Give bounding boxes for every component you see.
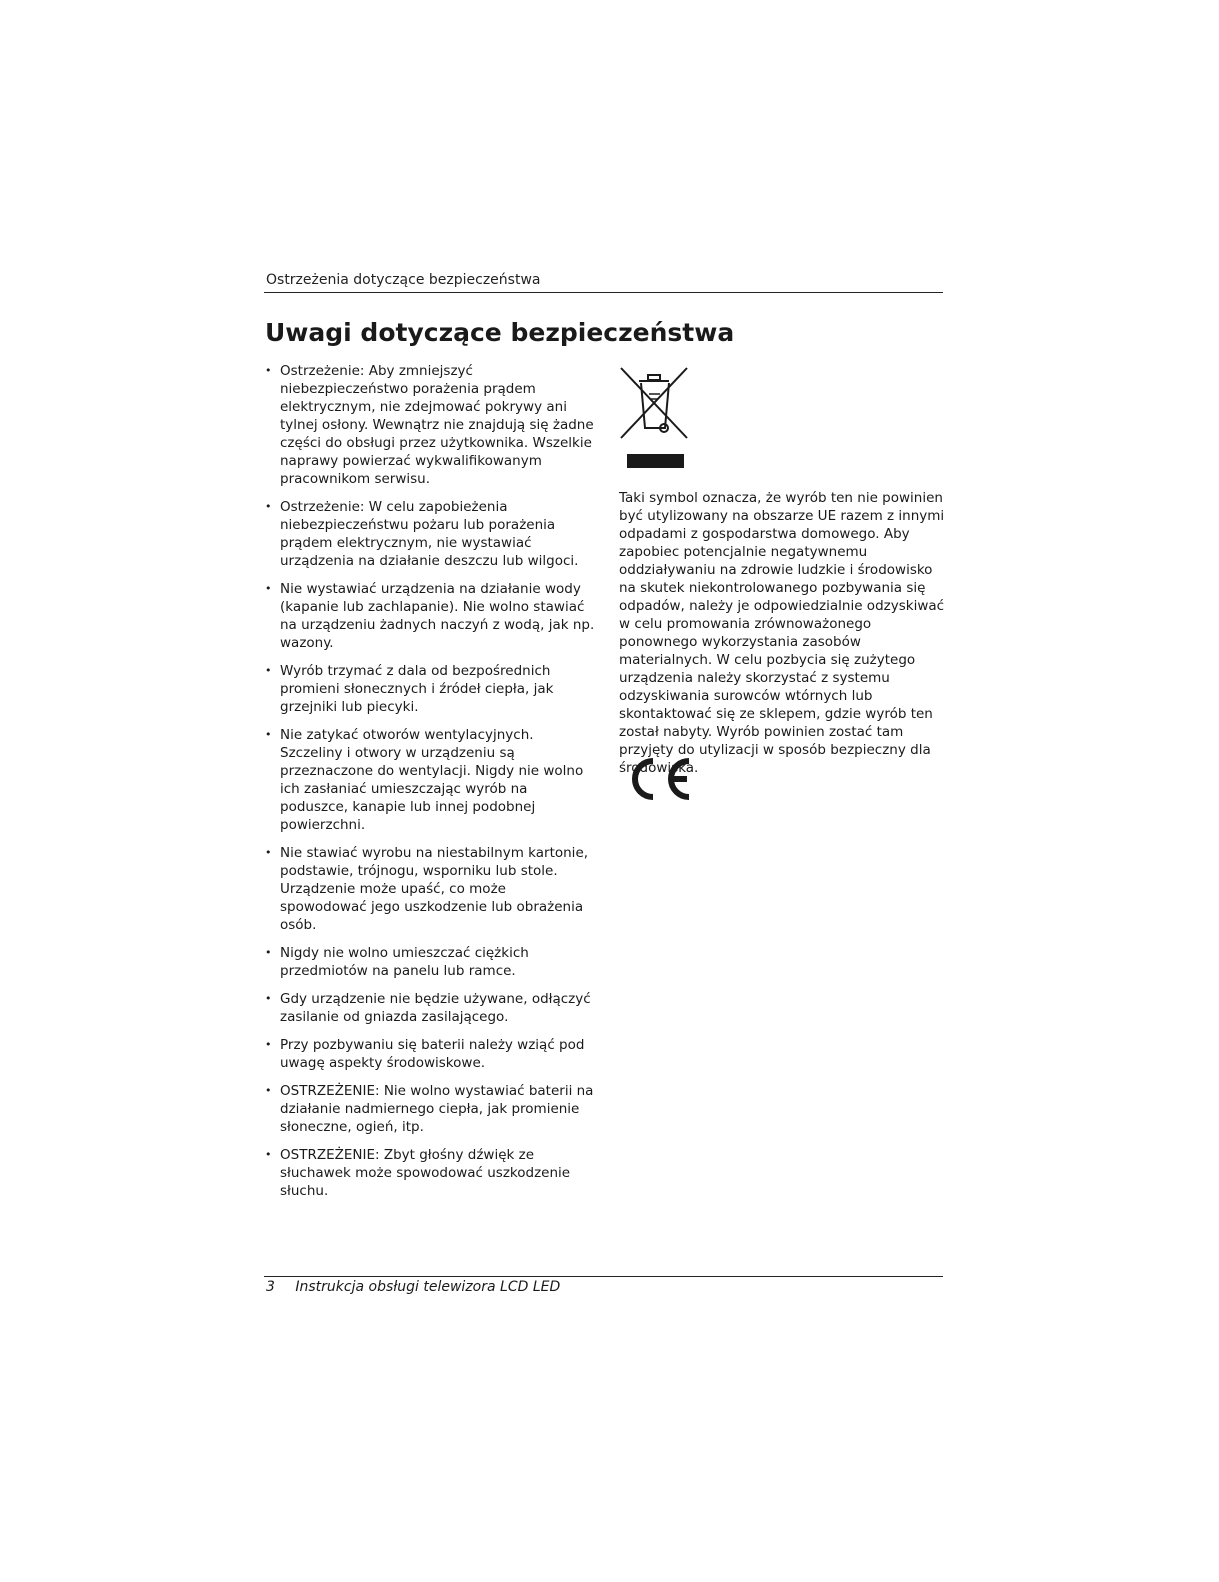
weee-paragraph: Taki symbol oznacza, że wyrób ten nie powinien być utylizowany na obszarze UE razem z innymi odpadami z gospodarstwa domowego. Aby zapobiec potencjalnie negatywnemu oddziaływaniu na zdrowie ludzkie i środowisko na skutek niekontrolowanego pozbywania się odpadów, należy je odpowiedzialnie odzyskiwać w celu promowania zrównoważonego ponownego wykorzystania zasobów materialnych. W celu pozbycia się zużytego urządzenia należy skorzystać z systemu odzyskiwania surowców wtórnych lub skontaktować się ze sklepem, gdzie wyrób ten został nabyty. Wyrób powinien zostać tam przyjęty do utylizacji w sposób bezpieczny dla środowiska. xyxy=(619,490,945,776)
list-item: • OSTRZEŻENIE: Nie wolno wystawiać baterii na działanie nadmiernego ciepła, jak promienie słoneczne, ogień, itp. xyxy=(265,1082,595,1136)
safety-notes-list xyxy=(265,362,595,1210)
header-rule xyxy=(264,292,943,293)
list-item: • Ostrzeżenie: W celu zapobieżenia niebezpieczeństwu pożaru lub porażenia prądem elektrycznym, nie wystawiać urządzenia na działanie deszczu lub wilgoci. xyxy=(265,498,595,570)
ce-mark-icon xyxy=(626,756,694,802)
crossed-bin-icon xyxy=(617,366,691,472)
list-item: • Nie stawiać wyrobu na niestabilnym kartonie, podstawie, trójnogu, wsporniku lub stole. Urządzenie może upaść, co może spowodować jego uszkodzenie lub obrażenia osób. xyxy=(265,844,595,934)
list-item: • Wyrób trzymać z dala od bezpośrednich promieni słonecznych i źródeł ciepła, jak grzejniki lub piecyki. xyxy=(265,662,595,716)
list-item: • Nie zatykać otworów wentylacyjnych. Szczeliny i otwory w urządzeniu są przeznaczone do wentylacji. Nigdy nie wolno ich zasłaniać umieszczając wyrób na poduszce, kanapie lub innej podobnej powierzchni. xyxy=(265,726,595,834)
manual-title: Instrukcja obsługi telewizora LCD LED xyxy=(295,1279,561,1295)
page-number: 3 xyxy=(266,1279,275,1295)
list-item: • Nie wystawiać urządzenia na działanie wody (kapanie lub zachlapanie). Nie wolno stawiać na urządzeniu żadnych naczyń z wodą, jak np. wazony. xyxy=(265,580,595,652)
page-title: Uwagi dotyczące bezpieczeństwa xyxy=(265,318,735,347)
list-item: • Nigdy nie wolno umieszczać ciężkich przedmiotów na panelu lub ramce. xyxy=(265,944,595,980)
section-header: Ostrzeżenia dotyczące bezpieczeństwa xyxy=(266,272,541,288)
list-item: • Ostrzeżenie: Aby zmniejszyć niebezpieczeństwo porażenia prądem elektrycznym, nie zdejmować pokrywy ani tylnej osłony. Wewnątrz nie znajdują się żadne części do obsługi przez użytkownika. Wszelkie naprawy powierzać wykwalifikowanym pracownikom serwisu. xyxy=(265,362,595,488)
footer-rule xyxy=(264,1276,943,1277)
list-item: • OSTRZEŻENIE: Zbyt głośny dźwięk ze słuchawek może spowodować uszkodzenie słuchu. xyxy=(265,1146,595,1200)
list-item: • Gdy urządzenie nie będzie używane, odłączyć zasilanie od gniazda zasilającego. xyxy=(265,990,595,1026)
page-footer xyxy=(266,1279,560,1295)
list-item: • Przy pozbywaniu się baterii należy wziąć pod uwagę aspekty środowiskowe. xyxy=(265,1036,595,1072)
